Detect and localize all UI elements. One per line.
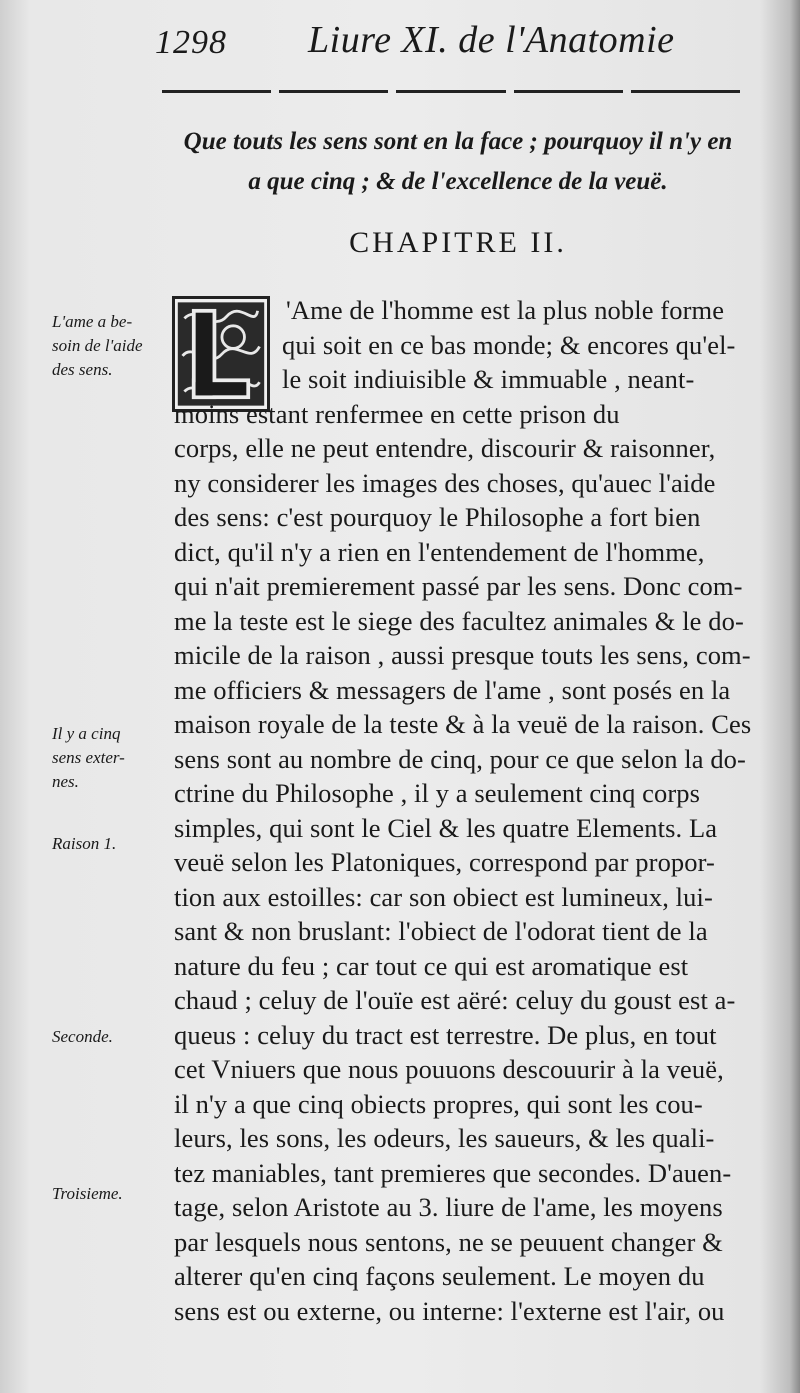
body-line: qui soit en ce bas monde; & encores qu'el-	[282, 329, 736, 360]
page-number: 1298	[155, 24, 227, 61]
margin-note	[52, 832, 157, 856]
margin-note-line: soin de l'aide	[52, 336, 143, 355]
margin-note-line: des sens.	[52, 360, 113, 379]
header-rule	[162, 90, 740, 96]
margin-note-line: Il y a cinq	[52, 724, 121, 743]
body-line: me officiers & messagers de l'ame , sont posés en la	[174, 674, 731, 705]
chapter-heading-line-1: Que touts les sens sont en la face ; pourquoy il n'y en	[183, 128, 733, 155]
running-title: Liure XI. de l'Anatomie	[308, 19, 675, 61]
chapter-number: CHAPITRE II.	[349, 226, 567, 259]
body-line: 'Ame de l'homme est la plus noble forme	[286, 295, 725, 325]
body-line: alterer qu'en cinq façons seulement. Le moyen du	[174, 1261, 705, 1291]
chapter-heading	[158, 122, 758, 202]
margin-note-line: L'ame a be-	[52, 312, 133, 331]
body-line: sant & non bruslant: l'obiect de l'odorat tient de la	[174, 916, 708, 946]
decorated-initial	[172, 296, 270, 412]
running-head	[150, 18, 750, 68]
body-line: me la teste est le siege des facultez animales & le do-	[174, 605, 744, 636]
body-line: queus : celuy du tract est terrestre. De plus, en tout	[174, 1019, 717, 1050]
body-line: il n'y a que cinq obiects propres, qui sont les cou-	[174, 1088, 703, 1119]
ornament-icon	[175, 299, 267, 409]
margin-note-line: nes.	[52, 772, 79, 791]
body-line: simples, qui sont le Ciel & les quatre Elements. La	[174, 812, 718, 843]
body-line: nature du feu ; car tout ce qui est aromatique est	[174, 950, 689, 981]
margin-note	[52, 1182, 157, 1206]
body-line: ctrine du Philosophe , il y a seulement cinq corps	[174, 778, 701, 808]
margin-note-line: Troisieme.	[52, 1184, 123, 1203]
margin-note	[52, 1025, 157, 1049]
body-line: des sens: c'est pourquoy le Philosophe a fort bien	[174, 502, 701, 532]
body-line: chaud ; celuy de l'ouïe est aëré: celuy du goust est a-	[174, 985, 736, 1015]
body-line: cet Vniuers que nous pouuons descouurir à la veuë,	[174, 1054, 724, 1084]
margin-note-line: Raison 1.	[52, 834, 117, 853]
body-line: le soit indiuisible & immuable , neant-	[282, 364, 695, 394]
margin-note-line: sens exter-	[52, 748, 125, 767]
body-line: moins estant renfermee en cette prison du	[174, 398, 620, 429]
body-line: sens sont au nombre de cinq, pour ce que selon la do-	[174, 743, 746, 774]
body-line: tion aux estoilles: car son obiect est lumineux, lui-	[174, 881, 713, 912]
margin-note-line: Seconde.	[52, 1027, 113, 1046]
body-line: tez maniables, tant premieres que secondes. D'auen-	[174, 1157, 732, 1188]
body-line: ny considerer les images des choses, qu'auec l'aide	[174, 467, 716, 498]
chapter-heading-line-2: a que cinq ; & de l'excellence de la veuë.	[248, 168, 668, 195]
body-line: qui n'ait premierement passé par les sens. Donc com-	[174, 571, 743, 601]
margin-note	[52, 722, 157, 794]
body-line: tage, selon Aristote au 3. liure de l'ame, les moyens	[174, 1192, 723, 1222]
body-line: corps, elle ne peut entendre, discourir & raisonner,	[174, 433, 716, 463]
body-line: maison royale de la teste & à la veuë de la raison. Ces	[174, 709, 752, 739]
body-line: dict, qu'il n'y a rien en l'entendement de l'homme,	[174, 536, 705, 567]
body-line: par lesquels nous sentons, ne se peuuent changer &	[174, 1226, 723, 1257]
body-line: micile de la raison , aussi presque touts les sens, com-	[174, 640, 751, 670]
body-line: sens est ou externe, ou interne: l'externe est l'air, ou	[174, 1295, 725, 1326]
body-line: veuë selon les Platoniques, correspond par propor-	[174, 847, 715, 877]
margin-note	[52, 310, 157, 382]
body-line: leurs, les sons, les odeurs, les saueurs, & les quali-	[174, 1123, 715, 1153]
